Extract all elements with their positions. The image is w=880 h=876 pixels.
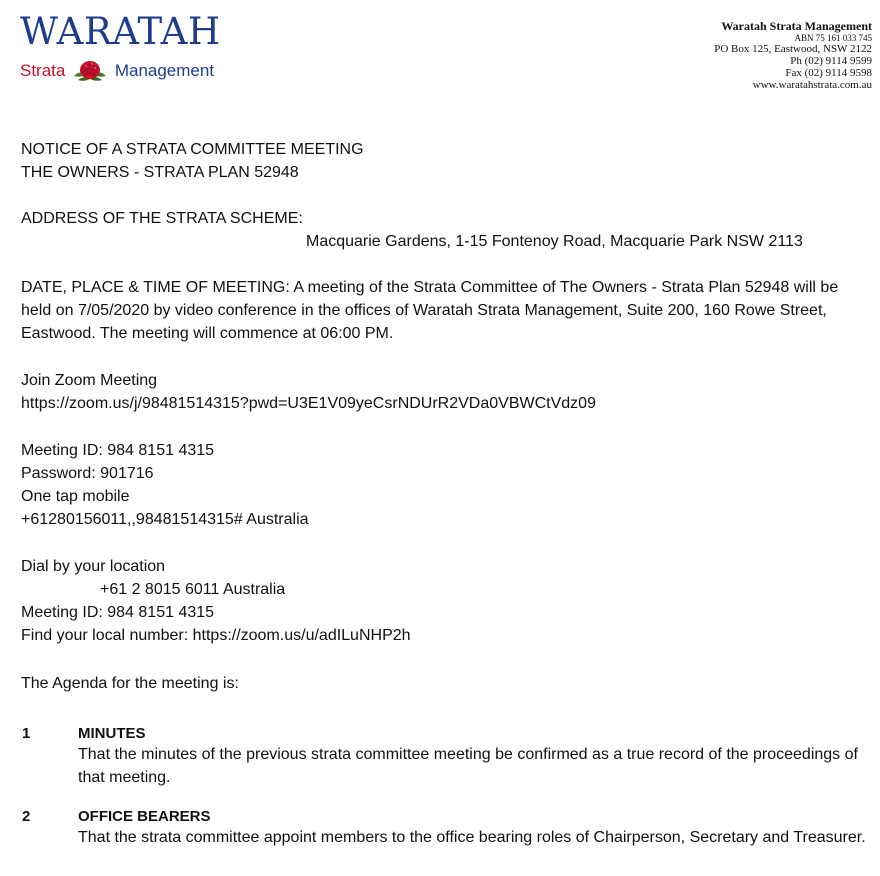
zoom-dial-section: [21, 555, 411, 647]
agenda-item-title: MINUTES: [78, 725, 146, 742]
waratah-flower-icon: [72, 58, 108, 82]
agenda-item-description: That the strata committee appoint members to the office bearing roles of Chairperson, Secretary and Treasurer.: [78, 829, 866, 846]
zoom-dial-number[interactable]: +61 2 8015 6011 Australia: [100, 581, 286, 598]
company-website: www.waratahstrata.com.au: [752, 79, 872, 91]
zoom-meeting-id: Meeting ID: 984 8151 4315: [21, 442, 215, 459]
zoom-local-number[interactable]: Find your local number: https://zoom.us/u/adILuNHP2h: [21, 627, 411, 644]
company-abn: ABN 75 161 033 745: [794, 33, 872, 43]
company-phone: Ph (02) 9114 9599: [790, 55, 872, 67]
agenda-intro: The Agenda for the meeting is:: [21, 675, 239, 692]
address-heading: ADDRESS OF THE STRATA SCHEME:: [21, 210, 303, 227]
zoom-one-tap-label: One tap mobile: [21, 488, 130, 505]
meeting-details: DATE, PLACE & TIME OF MEETING: A meeting of the Strata Committee of The Owners - Strata Plan 52948 will be held on 7/05/2020 by video conference in the offices of Waratah Strata Management, Suite 200, 160 Rowe Street, Eastwood. The meeting will commence at 06:00 PM.: [21, 279, 839, 342]
scheme-address: Macquarie Gardens, 1-15 Fontenoy Road, Macquarie Park NSW 2113: [306, 233, 803, 250]
zoom-meeting-id-repeat: Meeting ID: 984 8151 4315: [21, 604, 215, 621]
zoom-one-tap-number[interactable]: +61280156011,,98481514315# Australia: [21, 511, 309, 528]
zoom-credentials-section: [21, 439, 309, 531]
company-contact-block: [714, 19, 872, 91]
logo-wordmark: WARATAH: [20, 10, 221, 53]
zoom-password: Password: 901716: [21, 465, 154, 482]
notice-title-line1: NOTICE OF A STRATA COMMITTEE MEETING: [21, 141, 364, 158]
logo-management-text: Management: [114, 61, 215, 80]
notice-title-line2: THE OWNERS - STRATA PLAN 52948: [21, 164, 299, 181]
logo-subtitle: [20, 58, 214, 84]
notice-title: [21, 138, 364, 184]
agenda-item-description: That the minutes of the previous strata committee meeting be confirmed as a true record of the proceedings of that meeting.: [78, 746, 858, 786]
agenda-item-number: 2: [22, 808, 31, 825]
zoom-join-label: Join Zoom Meeting: [21, 372, 158, 389]
company-fax: Fax (02) 9114 9598: [785, 67, 872, 79]
company-po-box: PO Box 125, Eastwood, NSW 2122: [714, 43, 872, 55]
agenda-item-title: OFFICE BEARERS: [78, 808, 211, 825]
company-name: Waratah Strata Management: [721, 19, 872, 33]
zoom-join-section: [21, 369, 596, 415]
company-logo: [20, 10, 240, 80]
logo-strata-text: Strata: [20, 61, 66, 80]
zoom-dial-label: Dial by your location: [21, 558, 166, 575]
agenda-item-number: 1: [22, 725, 31, 742]
zoom-join-url[interactable]: https://zoom.us/j/98481514315?pwd=U3E1V09yeCsrNDUrR2VDa0VBWCtVdz09: [21, 395, 596, 412]
